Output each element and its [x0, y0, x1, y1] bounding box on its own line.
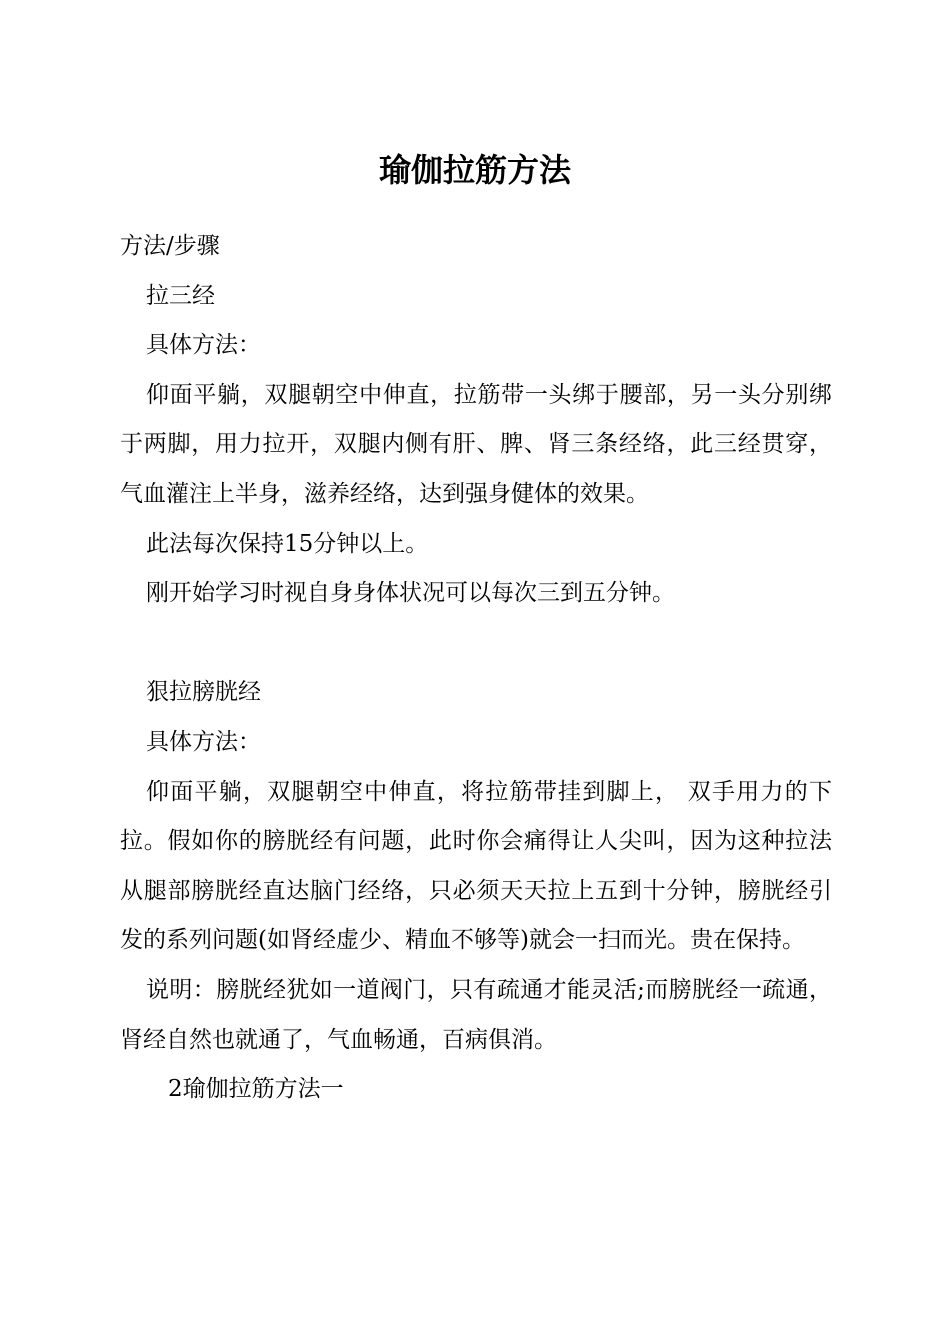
body-paragraph: 说明：膀胱经犹如一道阀门，只有疏通才能灵活;而膀胱经一疏通，肾经自然也就通了，气血畅通，百病俱消。 — [120, 976, 832, 1053]
body-paragraph: 仰面平躺，双腿朝空中伸直，拉筋带一头绑于腰部，另一头分别绑于两脚，用力拉开，双腿内侧有肝、脾、肾三条经络，此三经贯穿，气血灌注上半身，滋养经络，达到强身健体的效果。 — [120, 381, 832, 507]
blank-line — [120, 619, 832, 669]
body-paragraph: 仰面平躺，双腿朝空中伸直，将拉筋带挂到脚上， 双手用力的下拉。假如你的膀胱经有问题，此时你会痛得让人尖叫，因为这种拉法从腿部膀胱经直达脑门经络，只必须天天拉上五到十分钟，膀胱经引发的系列问题(如肾经虚少、精血不够等)就会一扫而光。贵在保持。 — [120, 778, 832, 954]
section-heading: 方法/步骤 — [120, 233, 220, 259]
body-paragraph: 此法每次保持15分钟以上。 — [146, 530, 429, 557]
body-paragraph: 刚开始学习时视自身身体状况可以每次三到五分钟。 — [146, 580, 675, 607]
page-title: 瑜伽拉筋方法 — [378, 151, 571, 189]
method-label: 具体方法： — [146, 728, 261, 755]
document-body — [120, 222, 832, 1115]
subsection-heading: 拉三经 — [146, 282, 215, 309]
subsection-heading: 狠拉膀胱经 — [146, 679, 261, 706]
section-heading: 2瑜伽拉筋方法一 — [168, 1076, 344, 1103]
method-label: 具体方法： — [146, 332, 261, 359]
